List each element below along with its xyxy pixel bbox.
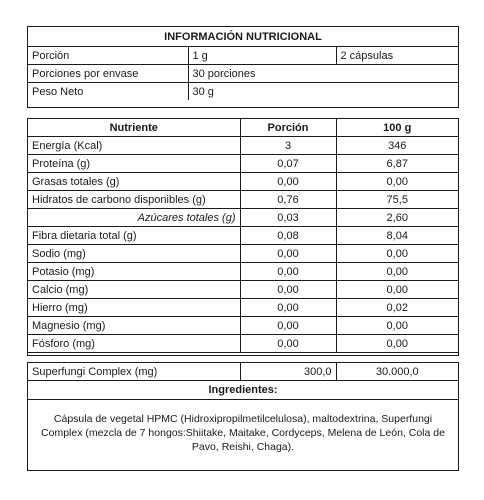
complex-portion: 300,0 bbox=[240, 363, 336, 381]
nutrient-per100: 0,00 bbox=[336, 317, 458, 335]
ingredients-title: Ingredientes: bbox=[28, 381, 458, 400]
nutrient-portion: 3 bbox=[240, 137, 336, 155]
complex-per100: 30.000,0 bbox=[336, 363, 458, 381]
nutrients-box bbox=[27, 118, 459, 356]
nutrient-portion: 0,03 bbox=[240, 209, 336, 227]
servings-per-container-value: 30 porciones bbox=[188, 65, 458, 83]
serving-info-box bbox=[27, 26, 459, 108]
table-row bbox=[28, 299, 458, 317]
nutrient-name: Fibra dietaria total (g) bbox=[28, 227, 240, 245]
table-row bbox=[28, 335, 458, 353]
net-weight-row bbox=[28, 83, 458, 101]
nutrient-portion: 0,00 bbox=[240, 173, 336, 191]
nutrient-name: Hierro (mg) bbox=[28, 299, 240, 317]
table-row bbox=[28, 155, 458, 173]
servings-per-container-label: Porciones por envase bbox=[28, 65, 188, 83]
serving-label: Porción bbox=[28, 47, 188, 65]
serving-row bbox=[28, 47, 458, 65]
nutrient-per100: 0,00 bbox=[336, 281, 458, 299]
servings-per-container-row bbox=[28, 65, 458, 83]
ingredients-text: Cápsula de vegetal HPMC (Hidroxipropilmetilcelulosa), maltodextrina, Superfungi Complex (mezcla de 7 hongos:Shiitake, Maitake, Cordyceps, Melena de León, Cola de Pavo, Reishi, Chaga). bbox=[28, 400, 458, 471]
title-row bbox=[28, 27, 458, 47]
portion-column-header: Porción bbox=[240, 119, 336, 137]
nutrients-header-row bbox=[28, 119, 458, 137]
table-row bbox=[28, 173, 458, 191]
nutrient-per100: 346 bbox=[336, 137, 458, 155]
nutrient-portion: 0,00 bbox=[240, 245, 336, 263]
nutrient-per100: 2,60 bbox=[336, 209, 458, 227]
complex-ingredients-box bbox=[27, 362, 459, 471]
serving-value: 1 g bbox=[188, 47, 336, 65]
serving-table bbox=[28, 27, 458, 100]
table-row bbox=[28, 137, 458, 155]
nutrient-name: Potasio (mg) bbox=[28, 263, 240, 281]
nutrient-name: Energía (Kcal) bbox=[28, 137, 240, 155]
nutrient-portion: 0,08 bbox=[240, 227, 336, 245]
nutrient-per100: 75,5 bbox=[336, 191, 458, 209]
nutrient-portion: 0,00 bbox=[240, 317, 336, 335]
nutrient-name: Calcio (mg) bbox=[28, 281, 240, 299]
nutrient-per100: 0,02 bbox=[336, 299, 458, 317]
table-row bbox=[28, 317, 458, 335]
serving-extra: 2 cápsulas bbox=[336, 47, 458, 65]
nutrient-portion: 0,00 bbox=[240, 335, 336, 353]
complex-name: Superfungi Complex (mg) bbox=[28, 363, 240, 381]
table-row bbox=[28, 245, 458, 263]
table-row bbox=[28, 281, 458, 299]
nutrient-per100: 0,00 bbox=[336, 173, 458, 191]
nutrient-name: Proteína (g) bbox=[28, 155, 240, 173]
nutrient-name: Hidratos de carbono disponibles (g) bbox=[28, 191, 240, 209]
nutrient-per100: 0,00 bbox=[336, 245, 458, 263]
nutrient-per100: 0,00 bbox=[336, 335, 458, 353]
nutrient-per100: 8,04 bbox=[336, 227, 458, 245]
nutrient-portion: 0,07 bbox=[240, 155, 336, 173]
nutrient-per100: 6,87 bbox=[336, 155, 458, 173]
nutrient-portion: 0,00 bbox=[240, 263, 336, 281]
ingredients-header-row bbox=[28, 381, 458, 400]
complex-table bbox=[28, 363, 458, 470]
nutrient-column-header: Nutriente bbox=[28, 119, 240, 137]
nutrient-per100: 0,00 bbox=[336, 263, 458, 281]
table-row bbox=[28, 227, 458, 245]
table-row bbox=[28, 263, 458, 281]
net-weight-label: Peso Neto bbox=[28, 83, 188, 101]
complex-row bbox=[28, 363, 458, 381]
net-weight-value: 30 g bbox=[188, 83, 458, 101]
nutrient-name: Azúcares totales (g) bbox=[28, 209, 240, 227]
ingredients-text-row bbox=[28, 400, 458, 471]
nutrient-name: Magnesio (mg) bbox=[28, 317, 240, 335]
nutrient-name: Sodio (mg) bbox=[28, 245, 240, 263]
nutrient-portion: 0,00 bbox=[240, 299, 336, 317]
nutrient-portion: 0,76 bbox=[240, 191, 336, 209]
label-title: INFORMACIÓN NUTRICIONAL bbox=[28, 27, 458, 47]
table-row bbox=[28, 209, 458, 227]
nutrient-portion: 0,00 bbox=[240, 281, 336, 299]
nutrient-name: Fósforo (mg) bbox=[28, 335, 240, 353]
table-row bbox=[28, 191, 458, 209]
nutrient-name: Grasas totales (g) bbox=[28, 173, 240, 191]
per100-column-header: 100 g bbox=[336, 119, 458, 137]
nutrients-table bbox=[28, 119, 458, 353]
